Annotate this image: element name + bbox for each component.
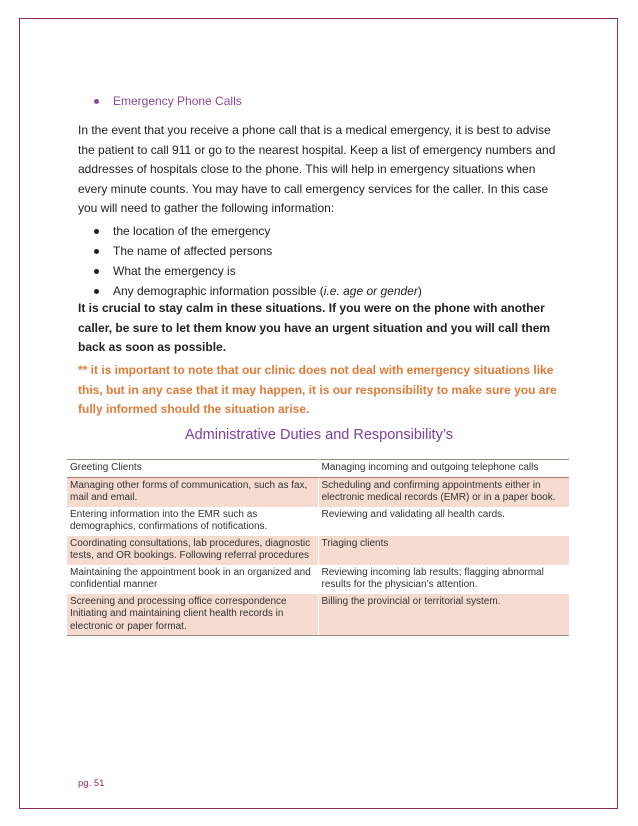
table-cell: Reviewing and validating all health cards. xyxy=(318,507,569,536)
table-cell: Billing the provincial or territorial system. xyxy=(318,594,569,636)
table-cell: Entering information into the EMR such as demographics, confirmations of notifications. xyxy=(67,507,318,536)
table-row xyxy=(67,460,569,478)
table-cell: Greeting Clients xyxy=(67,460,318,478)
clinic-note-paragraph: ** it is important to note that our clinic does not deal with emergency situations like this, but in any case that it may happen, it is our responsibility to make sure you are fully informed should the situation arise. xyxy=(78,363,557,416)
information-list xyxy=(78,221,422,301)
heading-text: Emergency Phone Calls xyxy=(113,94,242,108)
list-item: the location of the emergency xyxy=(78,221,422,241)
emergency-calls-heading xyxy=(78,94,242,108)
table-row xyxy=(67,477,569,507)
table-cell: Triaging clients xyxy=(318,536,569,565)
table-cell: Managing incoming and outgoing telephone calls xyxy=(318,460,569,478)
table-cell: Coordinating consultations, lab procedures, diagnostic tests, and OR bookings. Following referral procedures xyxy=(67,536,318,565)
bullet-icon xyxy=(94,249,99,254)
bullet-icon xyxy=(94,99,99,104)
bullet-icon xyxy=(94,269,99,274)
list-item: What the emergency is xyxy=(78,261,422,281)
table-cell: Managing other forms of communication, such as fax, mail and email. xyxy=(67,477,318,507)
bullet-icon xyxy=(94,229,99,234)
table-row xyxy=(67,536,569,565)
list-item: Any demographic information possible ( i.e. age or gender ) xyxy=(78,281,422,301)
table-cell: Scheduling and confirming appointments either in electronic medical records (EMR) or in a paper book. xyxy=(318,477,569,507)
stay-calm-paragraph: It is crucial to stay calm in these situations. If you were on the phone with another caller, be sure to let them know you have an urgent situation and you will call them back as soon as possible. xyxy=(78,301,551,354)
table-cell: Reviewing incoming lab results; flagging abnormal results for the physician’s attention. xyxy=(318,565,569,594)
bullet-icon xyxy=(94,289,99,294)
table-cell: Maintaining the appointment book in an organized and confidential manner xyxy=(67,565,318,594)
table-row xyxy=(67,594,569,636)
duties-table xyxy=(67,459,569,636)
page-number: pg. 51 xyxy=(78,778,105,789)
table-row xyxy=(67,507,569,536)
section-title: Administrative Duties and Responsibility’s xyxy=(184,427,454,443)
emergency-paragraph: In the event that you receive a phone call that is a medical emergency, it is best to advise the patient to call 911 or go to the nearest hospital. Keep a list of emergency numbers and addresses of hospitals close to the phone. This will help in emergency situations when every minute counts. You may have to call emergency services for the caller. In this case you will need to gather the following information: xyxy=(78,123,556,215)
table-cell: Screening and processing office correspondence Initiating and maintaining client health records in electronic or paper format. xyxy=(67,594,318,636)
table-row xyxy=(67,565,569,594)
list-item: The name of affected persons xyxy=(78,241,422,261)
